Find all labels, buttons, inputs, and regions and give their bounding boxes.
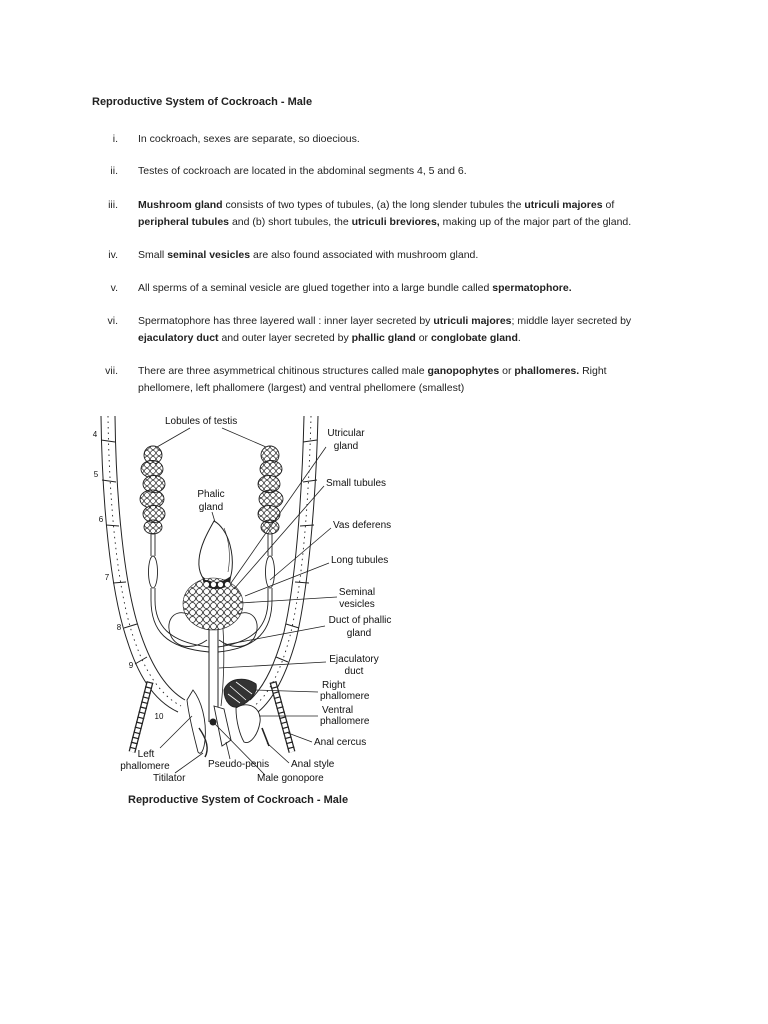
anal-cercus-left [132,682,150,752]
text-segment: or [415,332,431,344]
text-segment: or [499,365,515,377]
anal-cercus-right [273,682,292,752]
label-small-tubules: Small tubules [326,478,387,489]
list-item-text [138,163,467,180]
body-wall-right [250,416,318,712]
label-utricular-gland: gland [333,441,359,452]
text-segment: Spermatophore has three layered wall : inner layer secreted by [138,315,434,327]
label-titilator: Titilator [153,773,186,784]
text-segment: . [517,332,521,344]
term-conglobate-gland: conglobate gland [430,332,518,344]
label-ventral-phallomere: phallomere [320,716,370,727]
text-segment: ; middle layer secreted by [511,315,632,327]
ventral-phallomere [236,705,260,743]
text-segment: of [602,199,615,211]
body-wall-left [98,416,185,712]
list-item-text [138,247,478,264]
list-number: iv. [108,249,118,261]
list-number: ii. [110,165,118,177]
phallomeres [187,679,269,757]
list-number: vii. [105,365,118,377]
label-duct-of-phallic-gland: Duct of phallic [328,615,392,626]
label-ventral-phallomere: Ventral [322,705,354,716]
term-seminal-vesicles: seminal vesicles [167,249,251,261]
text-segment: making up of the major part of the gland. [439,216,632,228]
body-wall-left-outer [98,416,178,712]
label-lobules-of-testis: Lobules of testis [165,416,238,427]
list-item-text [138,363,607,397]
label-vas-deferens: Vas deferens [333,520,392,531]
label-anal-style: Anal style [291,759,335,770]
segment-number: 8 [116,623,122,632]
label-phalic-gland: gland [198,502,224,513]
term-utriculi-majores: utriculi majores [524,199,603,211]
anal-style [262,728,269,746]
term-utriculi-breviores: utriculi breviores, [351,216,440,228]
text-segment: Right [579,365,607,377]
segment-number: 6 [98,515,104,524]
label-right-phallomere: Right [322,680,346,691]
left-phallomere [187,690,205,753]
label-duct-of-phallic-gland: gland [346,628,372,639]
mushroom-gland [183,578,243,630]
label-ejaculatory-duct: Ejaculatory [329,654,379,665]
segment-number: 9 [128,661,134,670]
label-seminal-vesicles: vesicles [339,599,375,610]
label-left-phallomere: Left [137,749,155,760]
list-number: iii. [108,199,118,211]
testis-right [258,446,283,534]
term-spermatophore: spermatophore. [492,282,572,294]
segment-number: 5 [93,470,99,479]
segment-number: 4 [92,430,98,439]
label-long-tubules: Long tubules [331,555,389,566]
figure-caption: Reproductive System of Cockroach - Male [128,794,349,806]
cockroach-male-reproductive-diagram [88,405,410,795]
term-peripheral-tubules: peripheral tubules [138,216,230,228]
list-item-text [138,131,360,148]
body-wall-left-hatching [108,416,181,706]
text-segment: consists of two types of tubules, (a) the long slender tubules the [222,199,525,211]
label-phalic-gland: Phalic [197,489,225,500]
term-phallic-gland: phallic gland [351,332,416,344]
text-segment: are also found associated with mushroom gland. [250,249,479,261]
term-ganopophytes: ganopophytes [427,365,500,377]
label-male-gonopore: Male gonopore [257,773,324,784]
list-item-text [138,313,631,347]
label-anal-cercus: Anal cercus [314,737,367,748]
segment-number: 7 [104,573,110,582]
label-left-phallomere: phallomere [120,761,170,772]
term-mushroom-gland: Mushroom gland [138,199,223,211]
text-segment: Testes of cockroach are located in the abdominal segments 4, 5 and 6. [138,165,467,177]
term-utriculi-majores: utriculi majores [433,315,512,327]
label-ejaculatory-duct: duct [344,666,364,677]
term-ejaculatory-duct: ejaculatory duct [138,332,219,344]
term-phallomeres: phallomeres. [514,365,580,377]
testis-left [140,446,165,534]
text-segment: Small [138,249,168,261]
page-title: Reproductive System of Cockroach - Male [92,96,313,108]
text-segment: phellomere, left phallomere (largest) and ventral phellomere (smallest) [138,382,465,394]
text-segment: and outer layer secreted by [218,332,352,344]
text-segment: In cockroach, sexes are separate, so dioecious. [138,133,360,145]
list-item-text [138,280,572,297]
list-number: i. [112,133,118,145]
text-segment: and (b) short tubules, the [229,216,352,228]
label-seminal-vesicles: Seminal [338,587,376,598]
text-segment: There are three asymmetrical chitinous structures called male [138,365,428,377]
label-pseudo-penis: Pseudo-penis [208,759,270,770]
list-item-text [138,197,631,231]
label-utricular-gland: Utricular [327,428,365,439]
list-number: v. [110,282,118,294]
label-right-phallomere: phallomere [320,691,370,702]
segment-number: 10 [154,712,164,721]
text-segment: All sperms of a seminal vesicle are glued together into a large bundle called [138,282,493,294]
list-number: vi. [107,315,118,327]
